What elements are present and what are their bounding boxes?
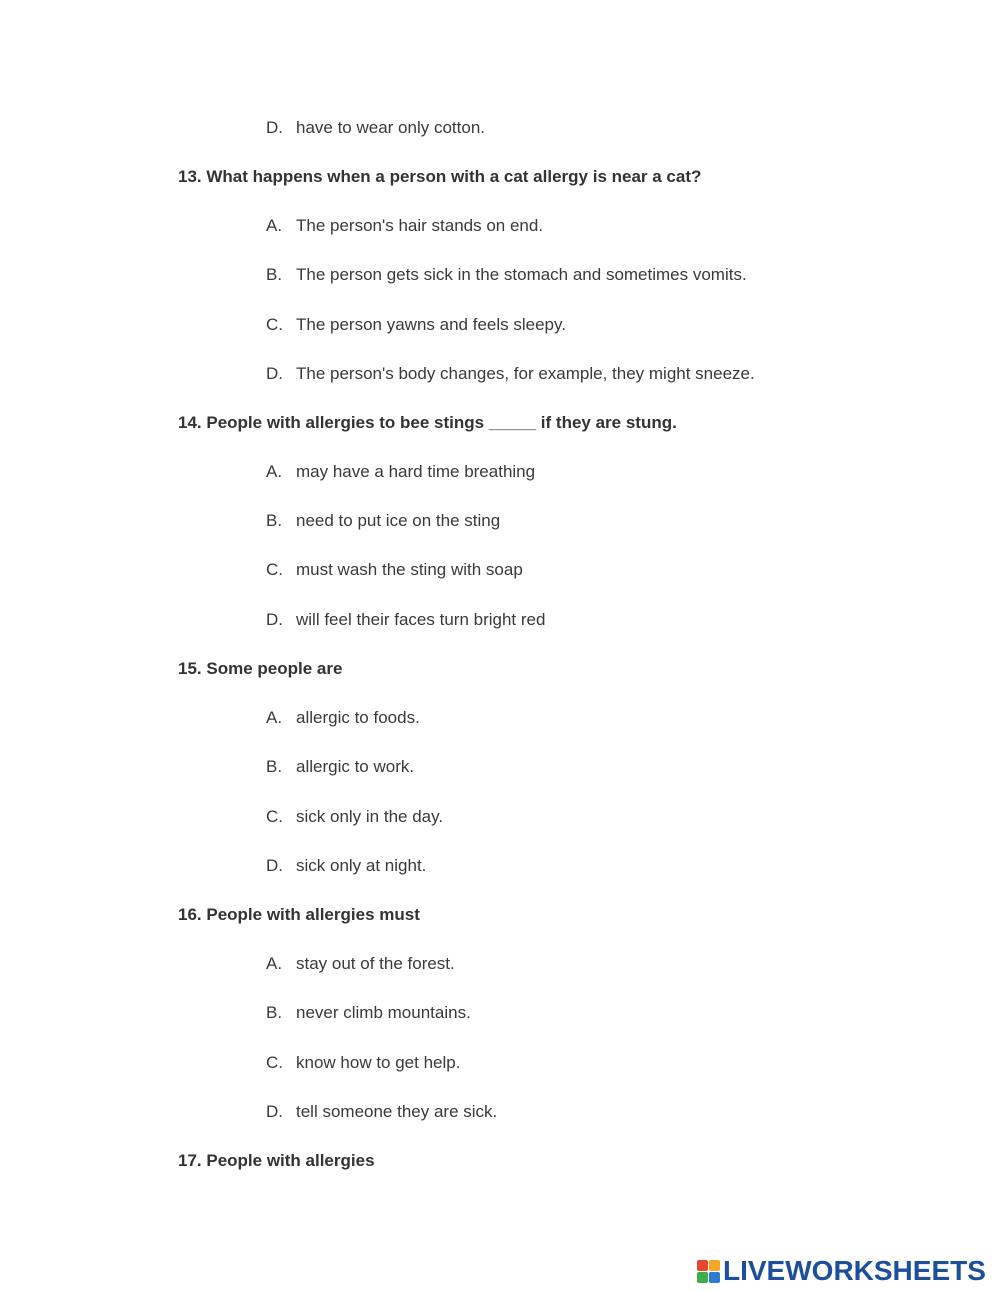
- option-text: The person yawns and feels sleepy.: [296, 315, 566, 334]
- option-letter: A.: [266, 954, 283, 973]
- option-text: will feel their faces turn bright red: [296, 610, 546, 629]
- option-letter: B.: [266, 1003, 283, 1022]
- option-text: sick only in the day.: [296, 807, 444, 826]
- option-letter: D.: [266, 610, 283, 629]
- option-text: know how to get help.: [296, 1053, 461, 1072]
- option-text: need to put ice on the sting: [296, 511, 501, 530]
- question-14: 14. People with allergies to bee stings _____ if they are stung.: [178, 413, 677, 432]
- liveworksheets-logo: [697, 1257, 986, 1285]
- option-letter: B.: [266, 511, 283, 530]
- option-letter: A.: [266, 216, 283, 235]
- option-letter: D.: [266, 1102, 283, 1121]
- question-16: 16. People with allergies must: [178, 905, 420, 924]
- logo-text: LIVEWORKSHEETS: [723, 1255, 986, 1286]
- option-letter: D.: [266, 856, 283, 875]
- option-text: may have a hard time breathing: [296, 462, 536, 481]
- logo-block: [697, 1272, 708, 1283]
- option-text: stay out of the forest.: [296, 954, 455, 973]
- option-text: never climb mountains.: [296, 1003, 471, 1022]
- option-letter: A.: [266, 708, 283, 727]
- option-letter: D.: [266, 364, 283, 383]
- option-letter: C.: [266, 1053, 283, 1072]
- option-text: allergic to work.: [296, 757, 415, 776]
- logo-blocks-icon: [697, 1260, 720, 1283]
- option-letter: D.: [266, 118, 283, 137]
- question-17: 17. People with allergies: [178, 1151, 375, 1170]
- option-text: tell someone they are sick.: [296, 1102, 498, 1121]
- option-text: must wash the sting with soap: [296, 560, 523, 579]
- option-letter: C.: [266, 560, 283, 579]
- option-letter: A.: [266, 462, 283, 481]
- option-letter: C.: [266, 315, 283, 334]
- option-letter: B.: [266, 757, 283, 776]
- option-text: The person's hair stands on end.: [296, 216, 544, 235]
- option-text: The person's body changes, for example, they might sneeze.: [296, 364, 755, 383]
- option-letter: B.: [266, 265, 283, 284]
- logo-block: [697, 1260, 708, 1271]
- option-text: have to wear only cotton.: [296, 118, 486, 137]
- option-letter: C.: [266, 807, 283, 826]
- question-15: 15. Some people are: [178, 659, 343, 678]
- option-text: The person gets sick in the stomach and sometimes vomits.: [296, 265, 747, 284]
- option-text: sick only at night.: [296, 856, 427, 875]
- logo-block: [709, 1260, 720, 1271]
- option-text: allergic to foods.: [296, 708, 420, 727]
- question-13: 13. What happens when a person with a cat allergy is near a cat?: [178, 167, 702, 186]
- logo-block: [709, 1272, 720, 1283]
